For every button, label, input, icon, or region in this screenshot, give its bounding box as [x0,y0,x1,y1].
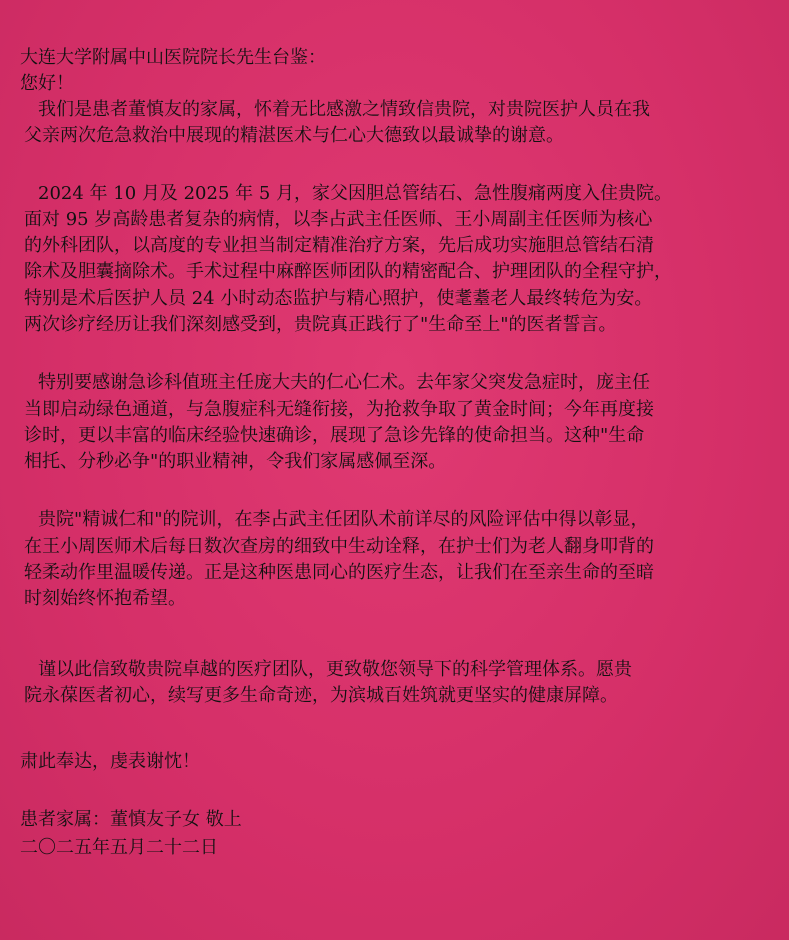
para4-line: 时刻始终怀抱希望。 [24,588,186,609]
closing-phrase: 肃此奉达，虔表谢忱！ [20,751,200,772]
para4-line: 在王小周医师术后每日数次查房的细致中生动诠释，在护士们为老人翻身叩背的 [24,536,654,557]
para2-line: 除术及胆囊摘除术。手术过程中麻醉医师团队的精密配合、护理团队的全程守护， [24,261,672,282]
para2-line: 特别是术后医护人员 24 小时动态监护与精心照护，使耄耋老人最终转危为安。 [24,288,653,309]
signature: 患者家属：董慎友子女 敬上 [20,809,242,830]
para5-line: 谨以此信致敬贵院卓越的医疗团队，更致敬您领导下的科学管理体系。愿贵 [38,659,632,680]
para4-line: 贵院"精诚仁和"的院训，在李占武主任团队术前详尽的风险评估中得以彰显， [38,509,649,530]
para1-line: 父亲两次危急救治中展现的精湛医术与仁心大德致以最诚挚的谢意。 [24,125,564,146]
para3-line: 特别要感谢急诊科值班主任庞大夫的仁心仁术。去年家父突发急症时，庞主任 [38,372,650,393]
para2-line: 两次诊疗经历让我们深刻感受到，贵院真正践行了"生命至上"的医者誓言。 [24,314,617,335]
para2-line: 的外科团队，以高度的专业担当制定精准治疗方案，先后成功实施胆总管结石清 [24,235,654,256]
para2-line: 面对 95 岁高龄患者复杂的病情，以李占武主任医师、王小周副主任医师为核心 [24,209,653,230]
salutation: 大连大学附属中山医院院长先生台鉴： [20,47,326,68]
para5-line: 院永葆医者初心，续写更多生命奇迹，为滨城百姓筑就更坚实的健康屏障。 [24,685,618,706]
date: 二〇二五年五月二十二日 [20,837,218,858]
para4-line: 轻柔动作里温暖传递。正是这种医患同心的医疗生态，让我们在至亲生命的至暗 [24,562,654,583]
para2-line: 2024 年 10 月及 2025 年 5 月，家父因胆总管结石、急性腹痛两度入住贵院。 [38,183,673,204]
greeting: 您好！ [20,73,74,94]
para1-line: 我们是患者董慎友的家属，怀着无比感激之情致信贵院，对贵院医护人员在我 [38,99,650,120]
para3-line: 诊时，更以丰富的临床经验快速确诊，展现了急诊先锋的使命担当。这种"生命 [24,425,645,446]
para3-line: 相托、分秒必争"的职业精神，令我们家属感佩至深。 [24,451,447,472]
para3-line: 当即启动绿色通道，与急腹症科无缝衔接，为抢救争取了黄金时间；今年再度接 [24,399,654,420]
